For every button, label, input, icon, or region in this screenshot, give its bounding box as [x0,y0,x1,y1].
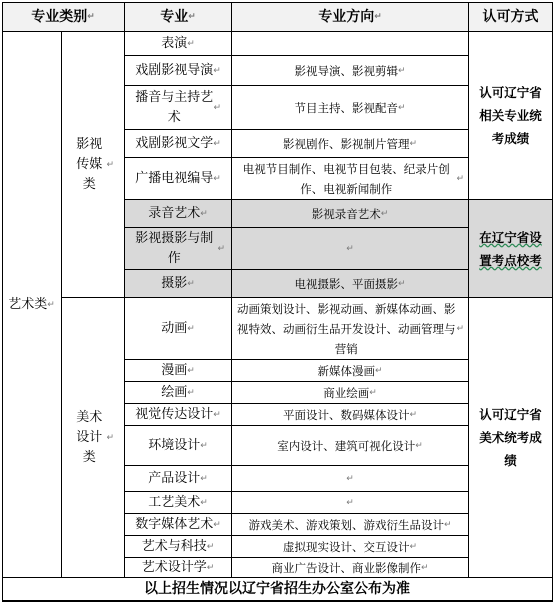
recognition-group-art [469,298,553,578]
major-cell: 广播电视编导 ↵ [125,158,232,200]
recognition-group-film-media-text: 认可辽宁省相关专业统考成绩 [479,85,542,146]
header-major: 专业 ↵ [125,2,232,32]
subcategory-film-media-text: 影视传媒类 [76,136,103,192]
direction-cell: 商业绘画 ↵ [232,382,469,404]
direction-cell: 平面设计、数码媒体设计 ↵ [232,404,469,426]
major-cell: 环境设计 ↵ [125,426,232,466]
major-cell: 工艺美术 ↵ [125,492,232,514]
direction-cell: 新媒体漫画 ↵ [232,360,469,382]
header-direction-text: 专业方向 [318,8,375,25]
direction-cell: 电视节目制作、电视节目包装、纪录片创作、电视新闻制作 ↵ [232,158,469,200]
category-art-text: 艺术类 [8,296,48,312]
footer-note [2,578,553,602]
direction-cell: 游戏美术、游戏策划、游戏衍生品设计 ↵ [232,514,469,536]
major-cell: 戏剧影视导演 ↵ [125,56,232,86]
subcategory-film-media: 影视传媒类 ↵ [62,32,125,298]
major-cell: 戏剧影视文学 ↵ [125,130,232,158]
recognition-group-film-media [469,32,553,200]
category-art: 艺术类 ↵ [2,32,62,578]
direction-cell: 虚拟现实设计、交互设计 ↵ [232,536,469,558]
major-cell: 影视摄影与制作 ↵ [125,228,232,270]
major-cell: 漫画 ↵ [125,360,232,382]
recognition-group-school-exam [469,200,553,298]
subcategory-art-design: 美术设计类 ↵ [62,298,125,578]
major-cell: 录音艺术 ↵ [125,200,232,228]
major-cell: 播音与主持艺术 ↵ [125,86,232,130]
header-recognition [469,2,553,32]
direction-cell: 室内设计、建筑可视化设计 ↵ [232,426,469,466]
direction-cell: 电视摄影、平面摄影 ↵ [232,270,469,298]
recognition-group-art-text: 认可辽宁省美术统考成绩 [479,407,542,468]
header-category: 专业类别 ↵ [2,2,125,32]
admission-table [2,2,553,602]
major-cell: 视觉传达设计 ↵ [125,404,232,426]
direction-cell: 影视录音艺术 ↵ [232,200,469,228]
subcategory-art-design-text: 美术设计类 [76,409,103,465]
direction-cell: 节目主持、影视配音 ↵ [232,86,469,130]
major-cell: 艺术设计学 ↵ [125,558,232,578]
header-major-text: 专业 [160,8,189,25]
direction-cell: ↵ [232,228,469,270]
direction-cell [232,32,469,56]
major-cell: 艺术与科技 ↵ [125,536,232,558]
major-cell: 数字媒体艺术 ↵ [125,514,232,536]
direction-cell: 影视导演、影视剪辑 ↵ [232,56,469,86]
major-cell: 表演 ↵ [125,32,232,56]
major-cell: 产品设计 ↵ [125,466,232,492]
header-direction: 专业方向 ↵ [232,2,469,32]
recognition-group-school-exam-text: 在辽宁省设置考点校考 [479,229,542,268]
major-cell: 绘画 ↵ [125,382,232,404]
major-cell: 动画 ↵ [125,298,232,360]
direction-cell: 影视剧作、影视制片管理 ↵ [232,130,469,158]
direction-cell: ↵ [232,492,469,514]
direction-cell: ↵ [232,466,469,492]
header-recognition-text: 认可方式 [482,8,539,25]
header-category-text: 专业类别 [31,8,88,25]
footer-note-text: 以上招生情况以辽宁省招生办公室公布为准 [144,581,410,597]
direction-cell: 动画策划设计、影视动画、新媒体动画、影视特效、动画衍生品开发设计、动画管理与营销 ↵ [232,298,469,360]
direction-cell: 商业广告设计、商业影像制作 ↵ [232,558,469,578]
major-cell: 摄影 ↵ [125,270,232,298]
